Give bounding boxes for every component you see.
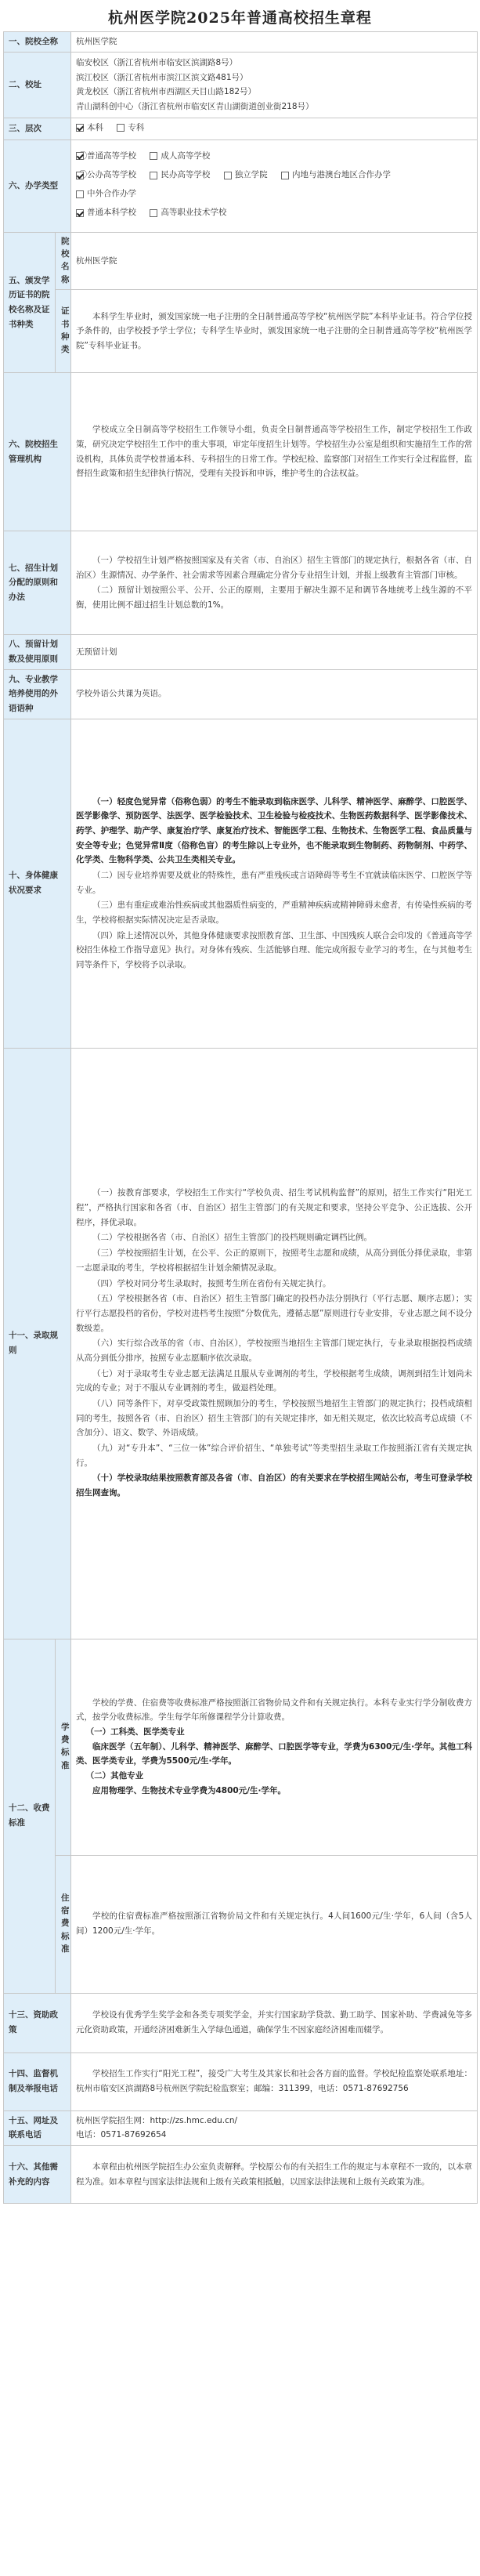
row-label: 十、身体健康状况要求 <box>4 719 71 1048</box>
option-private <box>150 167 210 184</box>
supervision-text: 学校招生工作实行“阳光工程”，接受广大考生及其家长和社会各方面的监督。学校纪检监察处联系地址：杭州市临安区滨湖路8号杭州医学院纪检监察室；邮编：311399，电话：0571-87692756 <box>71 2052 478 2110</box>
option-regular-higher-edu <box>76 148 136 165</box>
row-tuition <box>4 1639 478 1855</box>
checkbox-icon <box>76 209 84 217</box>
row-label: 六、院校招生管理机构 <box>4 373 71 531</box>
option-label: 中外合作办学 <box>87 189 136 199</box>
certificate-type-value: 本科学生毕业时，颁发国家统一电子注册的全日制普通高等学校“杭州医学院”本科毕业证书。符合学位授予条件的，由学校授予学士学位；专科学生毕业时，颁发国家统一电子注册的全日制普通高等学校“杭州医学院”专科毕业证书。 <box>71 290 478 373</box>
address-line: 滨江校区（浙江省杭州市滨江区滨文路481号） <box>76 72 248 82</box>
option-label: 内地与港澳台地区合作办学 <box>292 169 392 179</box>
row-other-notes <box>4 2146 478 2204</box>
option-vocational <box>150 205 226 222</box>
option-adult-higher-edu <box>150 148 210 165</box>
option-independent <box>224 167 268 184</box>
row-label: 六、办学类型 <box>4 139 71 232</box>
row-admission-rules <box>4 1048 478 1639</box>
option-label: ⃝普通高等学校 <box>87 150 136 161</box>
row-foreign-language <box>4 669 478 719</box>
row-label: 九、专业教学培养使用的外语语种 <box>4 669 71 719</box>
plan-allocation-text: （一）学校招生计划严格按照国家及有关省（市、自治区）招生主管部门的规定执行，根据各省（市、自治区）生源情况、办学条件、社会需求等因素合理确定分省分专业招生计划，并报上级教育主管部门审核。 （二）预留计划按照公平、公开、公正的原则，主要用于解决生源不足和调节各地统考上线生源的不平衡，使用比例不超过招生计划总数的1%。 <box>71 531 478 635</box>
row-label: 八、预留计划数及使用原则 <box>4 635 71 669</box>
row-financial-aid <box>4 1993 478 2052</box>
option-hk-mo-tw <box>281 167 391 184</box>
reserved-plan-value: 无预留计划 <box>71 635 478 669</box>
row-admission-office <box>4 373 478 531</box>
other-notes-text: 本章程由杭州医学院招生办公室负责解释。学校原公布的有关招生工作的规定与本章程不一致的，以本章程为准。如本章程与国家法律法规和上级有关政策相抵触，以国家法律法规和上级有关政策为准。 <box>71 2146 478 2204</box>
address-line: 黄龙校区（浙江省杭州市西湖区天目山路182号） <box>76 87 257 97</box>
row-certificate-school <box>4 232 478 289</box>
website-phone-list <box>71 2110 478 2145</box>
checkbox-icon <box>76 124 84 132</box>
option-label: 本科 <box>87 122 103 132</box>
phone-number: 电话：0571-87692654 <box>76 2130 167 2140</box>
option-label: 民办高等学校 <box>161 169 211 179</box>
row-school-name <box>4 32 478 53</box>
checkbox-icon <box>117 124 125 132</box>
charter-table <box>3 31 478 2204</box>
row-school-type <box>4 139 478 232</box>
option-public <box>76 167 136 184</box>
option-label: 普通本科学校 <box>87 208 136 218</box>
sub-label: 院校名称 <box>56 232 71 289</box>
level-options <box>71 118 478 139</box>
checkbox-icon <box>76 190 84 198</box>
option-label: 专科 <box>128 122 145 132</box>
option-undergraduate <box>76 121 103 136</box>
sub-label: 证书种类 <box>56 290 71 373</box>
row-label: 十五、网址及联系电话 <box>4 2110 71 2145</box>
address-line: 临安校区（浙江省杭州市临安区滨湖路8号） <box>76 57 238 67</box>
option-junior-college <box>117 121 144 136</box>
checkbox-icon <box>150 172 157 179</box>
row-certificate-type <box>4 290 478 373</box>
row-label: 十二、收费标准 <box>4 1639 56 1993</box>
certificate-school-value: 杭州医学院 <box>71 232 478 289</box>
option-label: 独立学院 <box>234 169 268 179</box>
option-sino-foreign <box>76 186 136 203</box>
row-label: 五、颁发学历证书的院校名称及证书种类 <box>4 232 56 372</box>
row-supervision <box>4 2052 478 2110</box>
admission-rules-text: （一）按教育部要求，学校招生工作实行“学校负责、招生考试机构监督”的原则，招生工作实行“阳光工程”，严格执行国家和各省（市、自治区）招生主管部门的有关规定和要求，坚持公平竞争、公正选拔、公开程序，择优录取。 （二）学校根据各省（市、自治区）招生主管部门的投档规则确定调档比例。 （三）学校按照招生计划，在公平、公正的原则下，按照考生志愿和成绩，从高分到低分择优录取，非第一志愿录取的考生，学校将根据招生计划余额情况录取。 （四）学校对同分考生录取时，按照考生所在省份有关规定执行。 （五）学校根据各省（市、自治区）招生主管部门确定的投档办法分别执行（平行志愿、顺序志愿）；实行平行志愿投档的省份，学校对进档考生按照“分数优先，遵循志愿”原则进行专业安排，专业志愿之间不设分数级差。 （六）实行综合改革的省（市、自治区），学校按照当地招生主管部门规定执行，专业录取根据投档成绩从高分到低分排序，按照专业志愿顺序依次录取。 （七）对于录取考生专业志愿无法满足且服从专业调剂的考生，学校根据考生成绩，调剂到招生计划尚未完成的专业；对于不服从专业调剂的考生，做退档处理。 （八）同等条件下，对享受政策性照顾加分的考生，学校按照当地招生主管部门的规定执行；投档成绩相同的考生，按照各省（市、自治区）招生主管部门的有关规定排序，如无相关规定，依次比较高考总成绩（不含加分）、语文、数学、外语成绩。 （九）对“专升本”、“三位一体”综合评价招生、“单独考试”等类型招生录取工作按照浙江省有关规定执行。 （十）学校录取结果按照教育部及各省（市、自治区）的有关要求在学校招生网站公布，考生可登录学校招生网查询。 <box>71 1048 478 1639</box>
row-health-requirements <box>4 719 478 1048</box>
row-dormitory <box>4 1855 478 1993</box>
row-label: 十一、录取规则 <box>4 1048 71 1639</box>
checkbox-icon <box>150 152 157 160</box>
health-requirements-text: （一）轻度色觉异常（俗称色弱）的考生不能录取到临床医学、儿科学、精神医学、麻醉学、口腔医学、医学影像学、预防医学、法医学、医学检验技术、卫生检验与检疫技术、生物医药数据科学、医学影像技术、药学、护理学、助产学、康复治疗学、康复治疗技术、智能医学工程、生物技术、生物医学工程、食品质量与安全等专业；色觉异常Ⅱ度（俗称色盲）的考生除以上专业外，也不能录取到生物制药、药物制剂、中药学、化学类、生物科学类、公共卫生类相关专业。 （二）因专业培养需要及就业的特殊性，患有严重残疾或言语障碍等考生不宜就读临床医学、口腔医学等专业。 （三）患有重症或难治性疾病或其他器质性病变的，严重精神疾病或精神障碍未愈者，有传染性疾病的考生，学校将根据实际情况决定是否录取。 （四）除上述情况以外，其他身体健康要求按照教育部、卫生部、中国残疾人联合会印发的《普通高等学校招生体检工作指导意见》执行。对身体有残疾、生活能够自理、能完成所报专业学习的考生，在与其他考生同等条件下，学校将予以录取。 <box>71 719 478 1048</box>
tuition-text: 学校的学费、住宿费等收费标准严格按照浙江省物价局文件和有关规定执行。本科专业实行学分制收费方式，按学分收费标准。学生每学年所修课程学分计算收费。 （一）工科类、医学类专业 临床医学（五年制）、儿科学、精神医学、麻醉学、口腔医学等专业，学费为6300元/生·学年。其他工科类、医学类专业，学费为5500元/生·学年。 （二）其他专业 应用物理学、生物技术专业学费为4800元/生·学年。 <box>71 1639 478 1855</box>
website-link[interactable]: 杭州医学院招生网：http://zs.hmc.edu.cn/ <box>76 2115 238 2125</box>
admission-office-text: 学校成立全日制高等学校招生工作领导小组，负责全日制普通高等学校招生工作，制定学校招生工作政策，研究决定学校招生工作中的重大事项，审定年度招生计划等。学校招生办公室是组织和实施招生工作的常设机构，具体负责学校普通本科、专科招生的日常工作。学校纪检、监察部门对招生工作实行全过程监督，监督招生政策和招生纪律执行情况，受理有关投诉和申诉，维护考生的合法权益。 <box>71 373 478 531</box>
row-label: 十三、资助政策 <box>4 1993 71 2052</box>
address-list <box>71 52 478 118</box>
foreign-language-value: 学校外语公共课为英语。 <box>71 669 478 719</box>
checkbox-icon <box>224 172 232 179</box>
option-undergrad-school <box>76 205 136 222</box>
row-level <box>4 118 478 139</box>
dormitory-text: 学校的住宿费标准严格按照浙江省物价局文件和有关规定执行。4人间1600元/生·学年，6人间（含5人间）1200元/生·学年。 <box>71 1855 478 1993</box>
row-label: 二、校址 <box>4 52 71 118</box>
sub-label: 住宿费标准 <box>56 1855 71 1993</box>
row-address <box>4 52 478 118</box>
row-label: 三、层次 <box>4 118 71 139</box>
sub-label: 学费标准 <box>56 1639 71 1855</box>
row-label: 七、招生计划分配的原则和办法 <box>4 531 71 635</box>
checkbox-icon <box>76 152 84 160</box>
school-type-options <box>71 139 478 232</box>
row-reserved-plan <box>4 635 478 669</box>
checkbox-icon <box>281 172 289 179</box>
option-label: ⃝公办高等学校 <box>87 169 136 179</box>
option-label: 高等职业技术学校 <box>161 208 227 218</box>
financial-aid-text: 学校设有优秀学生奖学金和各类专项奖学金，并实行国家助学贷款、勤工助学、国家补助、学费减免等多元化资助政策，开通经济困难新生入学绿色通道，确保学生不因家庭经济困难而辍学。 <box>71 1993 478 2052</box>
row-plan-allocation <box>4 531 478 635</box>
checkbox-icon <box>76 172 84 179</box>
row-label: 十六、其他需补充的内容 <box>4 2146 71 2204</box>
page-title: 杭州医学院2025年普通高校招生章程 <box>108 9 372 27</box>
checkbox-icon <box>150 209 157 217</box>
row-label: 一、院校全称 <box>4 32 71 53</box>
address-line: 青山湖科创中心（浙江省杭州市临安区青山湖街道创业街218号） <box>76 101 314 111</box>
row-label: 十四、监督机制及举报电话 <box>4 2052 71 2110</box>
school-name-value: 杭州医学院 <box>71 32 478 53</box>
row-website-phone <box>4 2110 478 2145</box>
option-label: 成人高等学校 <box>161 150 211 161</box>
